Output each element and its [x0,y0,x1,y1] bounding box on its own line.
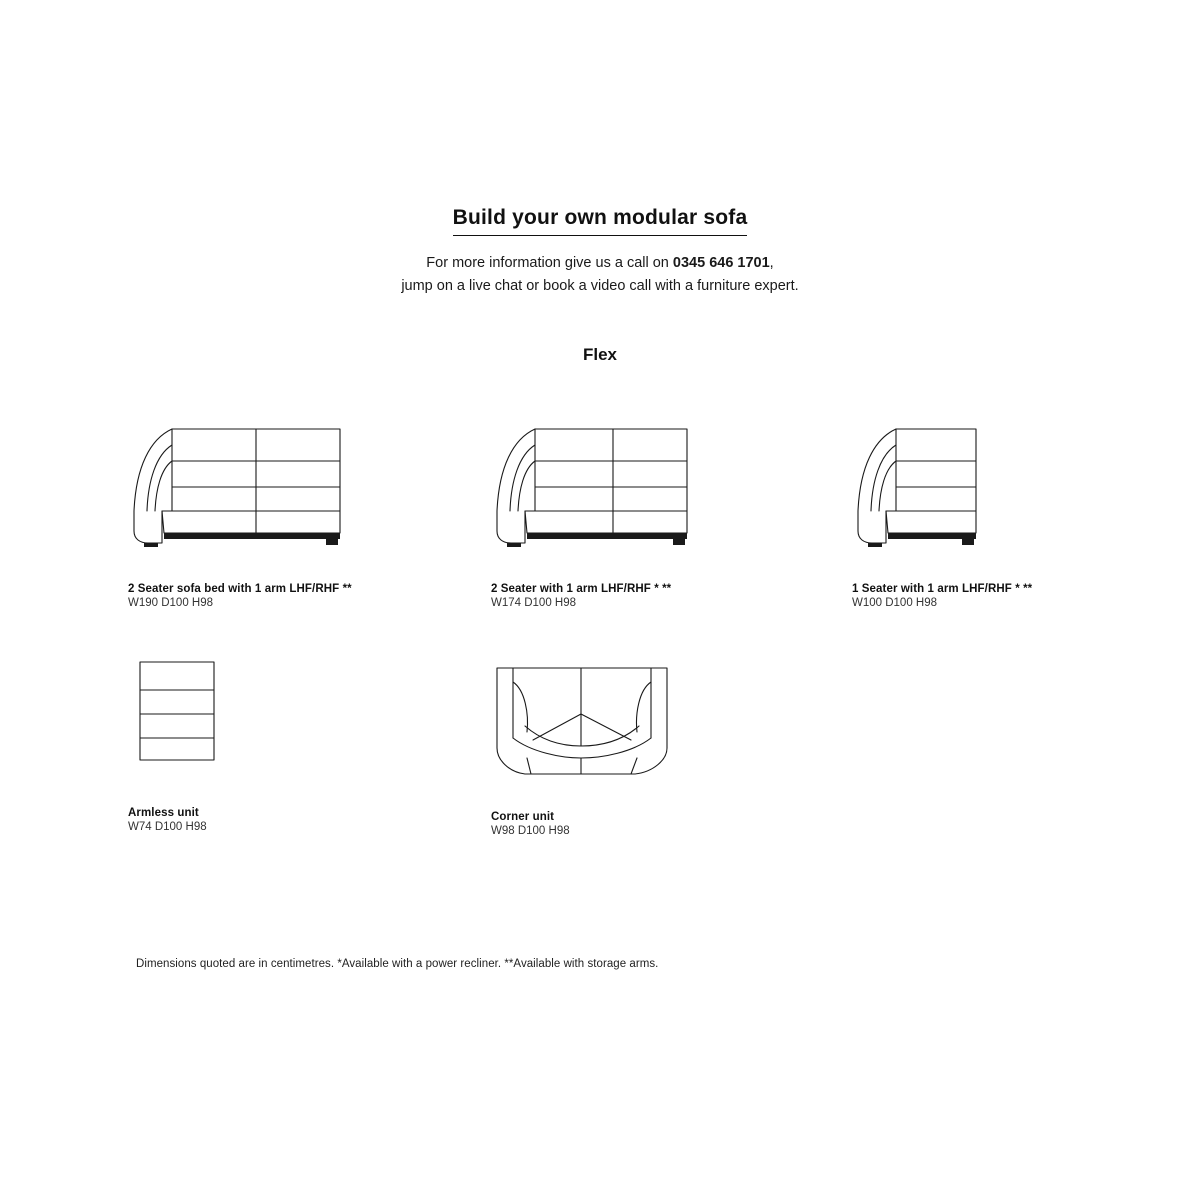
contact-info [0,252,1200,297]
product-dimensions: W190 D100 H98 [128,597,214,609]
product-labels [491,583,696,609]
product-dimensions: W174 D100 H98 [491,597,577,609]
product-one-seater-one-arm [852,415,1032,609]
product-grid [0,415,1200,867]
product-armless-unit [128,652,228,833]
product-name: Armless unit [128,807,199,819]
armless-unit-illustration [128,652,228,777]
product-corner-unit [491,652,691,837]
product-labels [128,583,368,609]
product-name: 1 Seater with 1 arm LHF/RHF * ** [852,583,1033,595]
product-name: 2 Seater with 1 arm LHF/RHF * ** [491,583,672,595]
product-row-2 [0,652,1200,867]
product-row-1 [0,415,1200,630]
product-labels [852,583,1032,609]
two-seater-sofa-bed-illustration [128,415,368,555]
contact-line1-suffix: , [769,255,774,272]
one-seater-illustration [852,415,982,555]
product-name: Corner unit [491,811,555,823]
contact-phone-number: 0345 646 1701 [672,255,770,272]
corner-unit-illustration [491,652,691,787]
footnote: Dimensions quoted are in centimetres. *Available with a power recliner. **Available with storage arms. [136,958,659,970]
product-name: 2 Seater sofa bed with 1 arm LHF/RHF ** [128,583,352,595]
contact-line1-prefix: For more information give us a call on [426,255,673,272]
header [0,205,1200,297]
product-labels [128,807,228,833]
product-dimensions: W74 D100 H98 [128,821,207,833]
page-title: Build your own modular sofa [453,205,748,236]
product-labels [491,811,691,837]
collection-name: Flex [582,345,618,364]
product-dimensions: W100 D100 H98 [852,597,938,609]
two-seater-illustration [491,415,696,555]
product-two-seater-one-arm [491,415,696,609]
product-two-seater-sofa-bed-one-arm [128,415,368,609]
product-dimensions: W98 D100 H98 [491,825,570,837]
contact-line2: jump on a live chat or book a video call with a furniture expert. [401,277,799,294]
